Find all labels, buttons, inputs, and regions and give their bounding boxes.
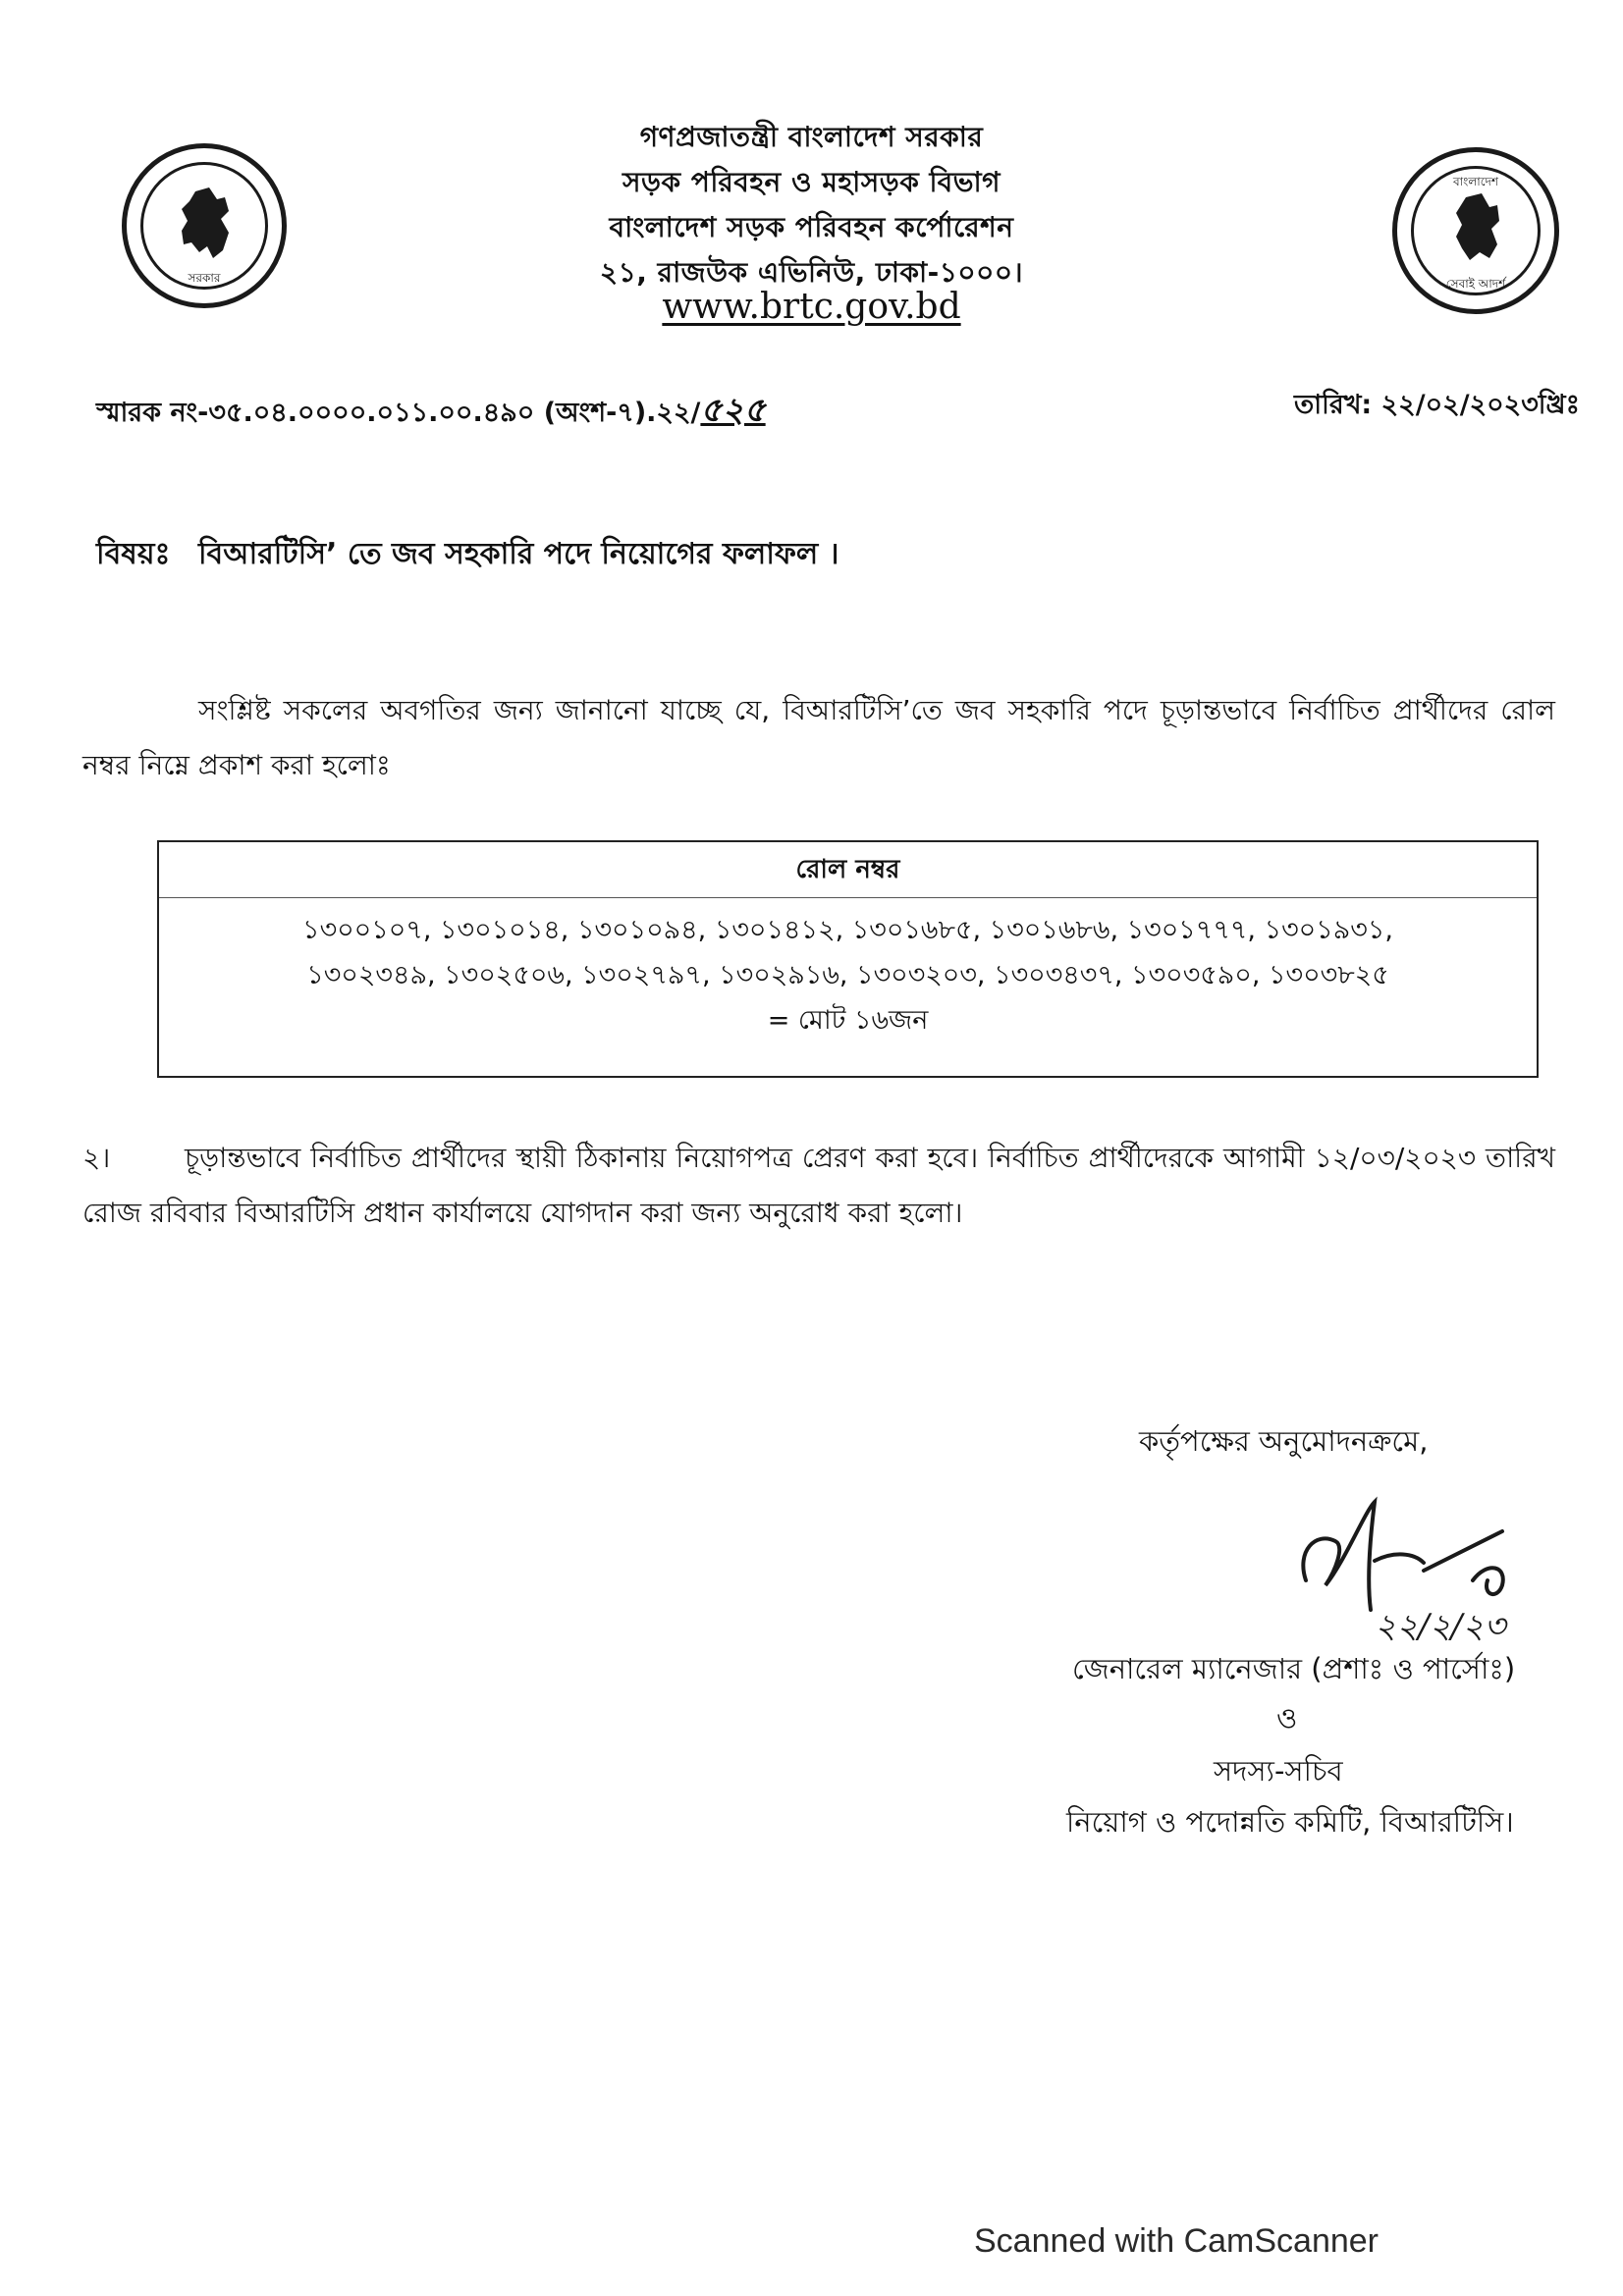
header-division: সড়ক পরিবহন ও মহাসড়ক বিভাগ: [622, 166, 1001, 198]
roll-numbers-row-1: ১৩০০১০৭, ১৩০১০১৪, ১৩০১০৯৪, ১৩০১৪১২, ১৩০১৬৮৫, ১৩০১৬৮৬, ১৩০১৭৭৭, ১৩০১৯৩১,: [302, 915, 1393, 945]
member-secretary: সদস্য-সচিব: [1214, 1754, 1343, 1788]
paragraph-number: ২।: [82, 1142, 111, 1174]
svg-text:বাংলাদেশ: বাংলাদেশ: [1453, 175, 1498, 188]
svg-text:সরকার: সরকার: [188, 271, 221, 285]
memo-number-text: স্মারক নং-৩৫.০৪.০০০০.০১১.০০.৪৯০ (অংশ-৭).২২/: [96, 398, 701, 428]
approval-text: কর্তৃপক্ষের অনুমোদনক্রমে,: [1139, 1424, 1429, 1458]
scanner-watermark: Scanned with CamScanner: [974, 2222, 1380, 2260]
memo-date: তারিখ: ২২/০২/২০২৩খ্রিঃ: [1294, 390, 1580, 420]
roll-number-table: [157, 840, 1539, 1078]
subject-line: [96, 530, 839, 580]
memo-number: [96, 385, 766, 441]
handwritten-signature: [1276, 1492, 1532, 1649]
subject-label: বিষয়ঃ: [96, 537, 171, 571]
signatory-designation: জেনারেল ম্যানেজার (প্রশাঃ ও পার্সোঃ): [1072, 1652, 1516, 1685]
header-corporation: বাংলাদেশ সড়ক পরিবহন কর্পোরেশন: [609, 211, 1014, 243]
handwritten-memo-number: ৫২৫: [700, 391, 766, 430]
svg-text:সেবাই আদর্শ: সেবাই আদর্শ: [1445, 277, 1506, 291]
header-address: ২১, রাজউক এভিনিউ, ঢাকা-১০০০।: [599, 256, 1024, 289]
handwritten-signature-date: ২২/২/২৩: [1375, 1607, 1506, 1646]
table-header: রোল নম্বর: [159, 842, 1537, 898]
joining-paragraph: [82, 1131, 1555, 1241]
roll-numbers-row-2: ১৩০২৩৪৯, ১৩০২৫০৬, ১৩০২৭৯৭, ১৩০২৯১৬, ১৩০৩২০৩, ১৩০৩৪৩৭, ১৩০৩৫৯০, ১৩০৩৮২৫: [306, 960, 1389, 990]
intro-paragraph: সংশ্লিষ্ট সকলের অবগতির জন্য জানানো যাচ্ছে যে, বিআরটিসি’তে জব সহকারি পদে চূড়ান্তভাবে নির্বাচিত প্রার্থীদের রোল নম্বর নিম্নে প্রকাশ করা হলোঃ: [82, 694, 1555, 781]
committee-name: নিয়োগ ও পদোন্নতি কমিটি, বিআরটিসি।: [1066, 1805, 1514, 1839]
subject-text: বিআরটিসি’ তে জব সহকারি পদে নিয়োগের ফলাফল ।: [197, 537, 839, 571]
header-government: গণপ্রজাতন্ত্রী বাংলাদেশ সরকার: [639, 121, 984, 153]
website-link[interactable]: www.brtc.gov.bd: [662, 287, 961, 327]
conjunction-and: ও: [1276, 1701, 1298, 1735]
table-body: [159, 898, 1537, 1043]
total-count: = মোট ১৬জন: [767, 1005, 929, 1036]
joining-paragraph-text: চূড়ান্তভাবে নির্বাচিত প্রার্থীদের স্থায়ী ঠিকানায় নিয়োগপত্র প্রেরণ করা হবে। নির্বাচিত প্রার্থীদেরকে আগামী ১২/০৩/২০২৩ তারিখ রোজ রবিবার বিআরটিসি প্রধান কার্যালয়ে যোগদান করা জন্য অনুরোধ করা হলো।: [82, 1142, 1555, 1229]
